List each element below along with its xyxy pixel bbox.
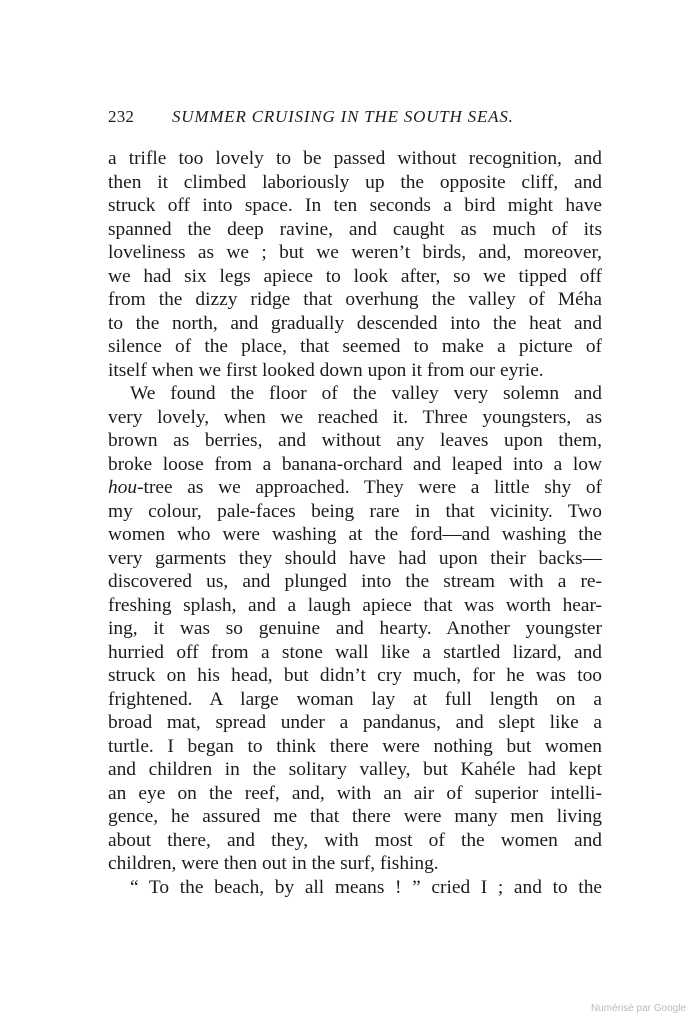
- text-line: struck off into space. In ten seconds a bird might have: [108, 195, 602, 216]
- text-line: itself when we first looked down upon it from our eyrie.: [108, 359, 544, 381]
- text-line: [108, 476, 602, 500]
- text-line: We found the floor of the valley very solemn and: [130, 383, 602, 404]
- text-line: hurried off from a stone wall like a startled lizard, and: [108, 641, 602, 663]
- page-header: [108, 104, 608, 130]
- text-line-rest: -tree as we approached. They were a little shy of: [137, 477, 602, 498]
- text-line: very garments they should have had upon their backs—: [108, 547, 602, 569]
- text-line: silence of the place, that seemed to make a picture of: [108, 336, 602, 357]
- text-line: children, were then out in the surf, fishing.: [108, 853, 439, 874]
- text-line: ing, it was so genuine and hearty. Another youngster: [108, 618, 602, 639]
- text-line: broke loose from a banana-orchard and leaped into a low: [108, 453, 602, 475]
- watermark: Numérisé par Google: [590, 1003, 686, 1014]
- text-line: discovered us, and plunged into the stream with a re-: [108, 571, 602, 592]
- text-line: then it climbed laboriously up the opposite cliff, and: [108, 171, 602, 193]
- text-line: we had six legs apiece to look after, so we tipped off: [108, 265, 602, 287]
- text-line: frightened. A large woman lay at full length on a: [108, 688, 602, 710]
- text-line: my colour, pale-faces being rare in that vicinity. Two: [108, 500, 602, 522]
- text-line: from the dizzy ridge that overhung the valley of Méha: [108, 289, 602, 310]
- text-line: to the north, and gradually descended into the heat and: [108, 312, 602, 334]
- text-line: about there, and they, with most of the women and: [108, 829, 602, 851]
- text-line: struck on his head, but didn’t cry much, for he was too: [108, 665, 602, 686]
- italic-word: hou: [108, 477, 138, 498]
- text-line: turtle. I began to think there were nothing but women: [108, 735, 602, 757]
- text-line: “ To the beach, by all means ! ” cried I ; and to the: [130, 876, 602, 898]
- page-number: 232: [108, 107, 135, 126]
- text-line: a trifle too lovely to be passed without recognition, and: [108, 148, 602, 169]
- text-line: and children in the solitary valley, but Kahéle had kept: [108, 759, 602, 780]
- text-line: women who were washing at the ford—and washing the: [108, 524, 602, 545]
- text-line: loveliness as we ; but we weren’t birds, and, moreover,: [108, 242, 602, 263]
- running-head: SUMMER CRUISING IN THE SOUTH SEAS.: [172, 107, 514, 126]
- text-line: very lovely, when we reached it. Three youngsters, as: [108, 406, 602, 428]
- body-text: [108, 147, 602, 899]
- text-line: spanned the deep ravine, and caught as much of its: [108, 218, 602, 240]
- text-line: brown as berries, and without any leaves upon them,: [108, 430, 602, 451]
- text-line: gence, he assured me that there were many men living: [108, 806, 602, 827]
- text-line: an eye on the reef, and, with an air of superior intelli-: [108, 782, 602, 804]
- text-line: freshing splash, and a laugh apiece that was worth hear-: [108, 594, 602, 616]
- text-line: broad mat, spread under a pandanus, and slept like a: [108, 712, 602, 733]
